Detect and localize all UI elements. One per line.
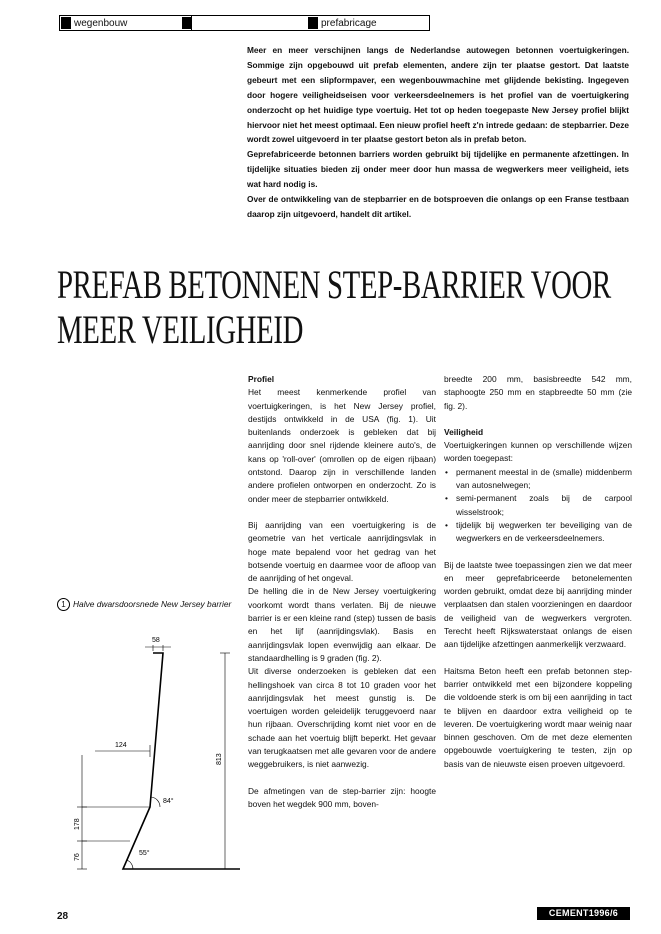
list-item: • tijdelijk bij wegwerken ter beveiliging van de wegwerkers en de verkeersdeelnemers. [444, 519, 632, 546]
list-item: • semi-permanent zoals bij de carpool wisselstrook; [444, 492, 632, 519]
dim-base: 76 [74, 853, 81, 861]
header-block [61, 17, 71, 29]
section-header [59, 15, 430, 31]
section-label-right: prefabricage [321, 18, 377, 29]
section-label-left: wegenbouw [74, 18, 128, 29]
dim-step: 178 [74, 818, 81, 830]
section-heading-veiligheid: Veiligheid [444, 426, 484, 437]
paragraph: Haitsma Beton heeft een prefab betonnen step-barrier ontwikkeld met een bijzondere koppeling die voldoende sterk is om bij een aanrijding in tact te blijven en daardoor extra veiligheid op te leveren. De voertuigkering wordt maar weinig naar binnen geschoven. Om de met deze elementen opgebouwde voertuigkering te testen, zijn op basis van de nieuwste eisen proeven uitgevoerd. [444, 665, 632, 769]
page-number: 28 [57, 911, 69, 922]
dim-top-width: 58 [152, 637, 160, 644]
figure-number: 1 [57, 598, 70, 611]
intro-paragraph: Meer en meer verschijnen langs de Nederlandse autowegen betonnen voertuigkeringen. Sommige zijn opgebouwd uit prefab elementen, andere zijn ter plaatse gestort. Dat laatste gebeurt met een slipformpaver, een wegenbouwmachine met glijdende bekisting. Ingegeven door hogere veiligheidseisen voor verkeersdeelnemers is het profiel van de voertuigkering onderzocht op het huidige type voertuig. Het tot op heden toegepaste New Jersey profiel blijkt hiervoor niet het meest optimaal. Een nieuw profiel heeft z'n intrede gedaan: de stepbarrier. Deze wordt zowel uitgevoerd in ter plaatse gestort beton als in prefab beton. [247, 45, 629, 145]
paragraph: De afmetingen van de step-barrier zijn: hoogte boven het wegdek 900 mm, boven- [248, 785, 436, 809]
list-item: • permanent meestal in de (smalle) middenberm van autosnelwegen; [444, 466, 632, 493]
article-title [57, 262, 611, 352]
header-divider [191, 16, 192, 30]
paragraph: breedte 200 mm, basisbreedte 542 mm, staphoogte 250 mm en stapbreedte 50 mm (zie fig. 2). [444, 374, 632, 411]
paragraph: Uit diverse onderzoeken is gebleken dat een hellingshoek van circa 8 tot 10 graden voor het aanrijdingsvlak het meest gunstig is. De voertuigen worden geleidelijk teruggevoerd naar hun rijbaan. Overschrijding komt niet voor en de schade aan het voertuig blijft beperkt. Het gevaar van terugkaatsen met alle gevaren voor de andere weggebruikers, is niet aanwezig. [248, 666, 436, 770]
figure-caption-text: Halve dwarsdoorsnede New Jersey barrier [73, 599, 232, 609]
paragraph: Voertuigkeringen kunnen op verschillende wijzen worden toegepast: [444, 440, 632, 464]
article-column-1 [248, 373, 436, 811]
paragraph: De helling die in de New Jersey voertuigkering voorkomt wordt thans verlaten. Bij de nieuwe barrier is er een kleine rand (step) tussen de basis en het lijf (aanrijdingsvlak). Basis en aanrijdingsvlak lopen evenwijdig aan elkaar. De standaardhelling is 9 graden (fig. 2). [248, 586, 436, 663]
intro-text [247, 43, 629, 222]
figure-caption [57, 598, 237, 611]
barrier-cross-section-figure [55, 625, 245, 900]
header-divider [429, 16, 430, 30]
section-heading-profiel: Profiel [248, 374, 275, 384]
angle-lower: 55° [139, 850, 150, 857]
title-line-2: MEER VEILIGHEID [57, 307, 304, 352]
angle-upper: 84° [163, 798, 174, 805]
bullet-list [444, 466, 632, 546]
dim-offset: 124 [115, 742, 127, 749]
journal-label: CEMENT1996/6 [537, 907, 630, 920]
paragraph: Het meest kenmerkende profiel van voertuigkeringen, is het New Jersey profiel, destijds ontwikkeld in de USA (fig. 1). Uit buitenlands onderzoek is gebleken dat bij aanrijding door snel rijdende kleinere auto's, de kans op 'roll-over' (omrollen op de eigen rijbaan) ontstond. Daarop zijn in verschillende landen andere profielen ontworpen en onderzocht. Zo is onder meer de stepbarrier ontwikkeld. [248, 387, 436, 504]
intro-paragraph: Geprefabriceerde betonnen barriers worden gebruikt bij tijdelijke en permanente afzettingen. In tijdelijke situaties bieden zij onder meer door hun massa de wegwerkers meer veiligheid, iets wat hard nodig is. [247, 149, 629, 190]
article-column-2 [444, 373, 632, 771]
title-line-1: PREFAB BETONNEN STEP-BARRIER VOOR [57, 262, 611, 307]
intro-paragraph: Over de ontwikkeling van de stepbarrier en de botsproeven die onlangs op een Franse testbaan daarop zijn uitgevoerd, handelt dit artikel. [247, 194, 629, 219]
paragraph: Bij aanrijding van een voertuigkering is de geometrie van het verticale aanrijdingsvlak in hoge mate bepalend voor het gedrag van het botsende voertuig en daarmee voor de afloop van de aanrijding of het ongeval. [248, 519, 436, 584]
header-block [308, 17, 318, 29]
dim-total-height: 813 [216, 753, 223, 765]
paragraph: Bij de laatste twee toepassingen zien we dat meer en meer geprefabriceerde betonelementen worden gebruikt, omdat deze bij aanrijding minder verplaatsen dan stalen voorzieningen en daardoor de veiligheid van de wegwerkers vergroten. Terecht heeft Rijkswaterstaat onlangs de eisen aan tijdelijke afzettingen aanmerkelijk verzwaard. [444, 559, 632, 650]
